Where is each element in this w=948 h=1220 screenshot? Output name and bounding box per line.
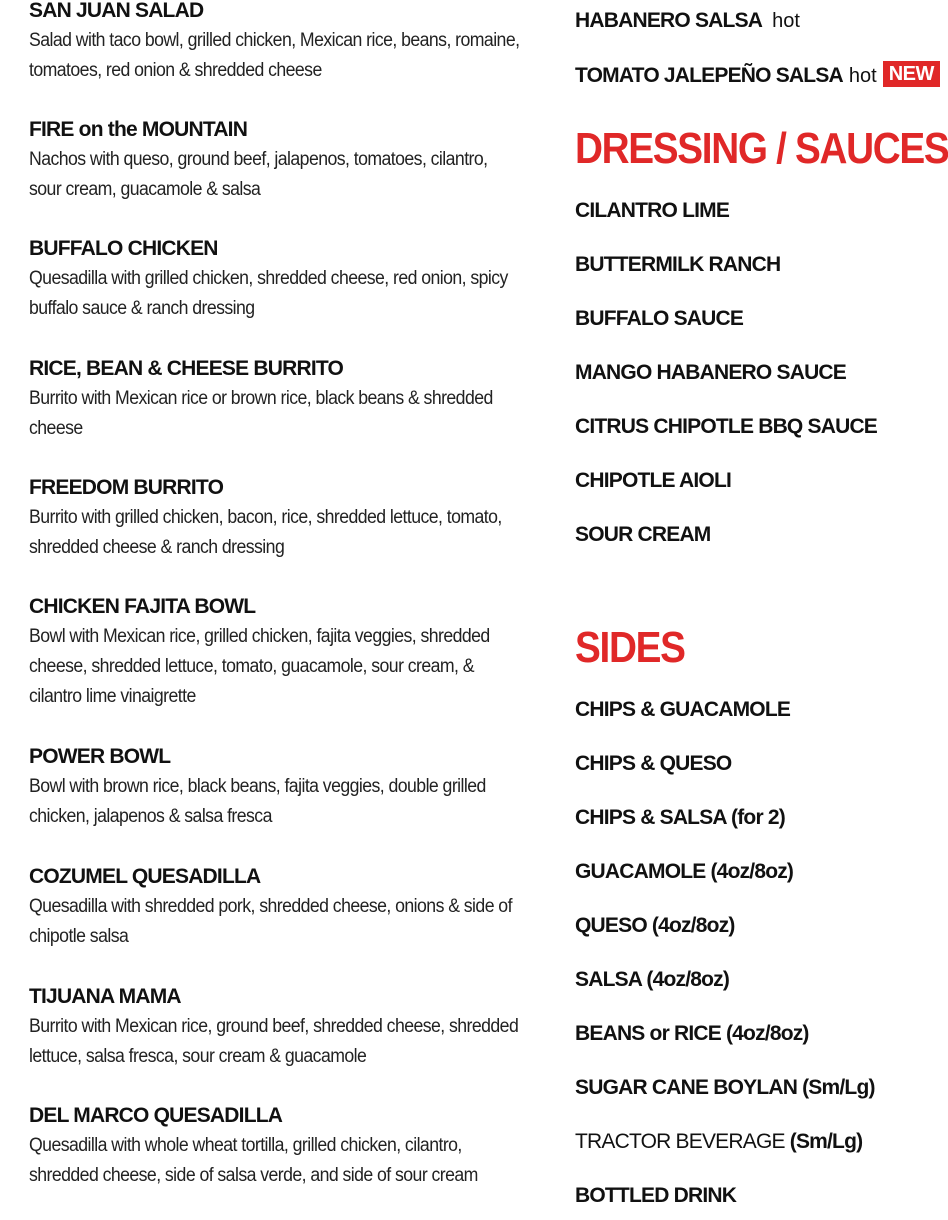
menu-item-name: FREEDOM BURRITO (29, 476, 224, 499)
salsa-name: TOMATO JALEPEÑO SALSA (575, 64, 843, 87)
menu-item-name: DEL MARCO QUESADILLA (29, 1104, 283, 1127)
menu-item-description: Quesadilla with whole wheat tortilla, grilled chicken, cilantro, shredded cheese, side of salsa verde, and side of sour cream (29, 1135, 478, 1186)
heat-level: hot (772, 10, 800, 32)
menu-item (29, 1103, 529, 1191)
salsa-item (575, 7, 800, 35)
side-item: QUESO (4oz/8oz) (575, 914, 735, 937)
side-item: BOTTLED DRINK (575, 1184, 737, 1207)
side-item: BEANS or RICE (4oz/8oz) (575, 1022, 809, 1045)
heat-level: hot (848, 65, 877, 87)
menu-item-description: Burrito with Mexican rice, ground beef, shredded cheese, shredded lettuce, salsa fresca, sour cream & guacamole (29, 1016, 519, 1067)
menu-item-name: CHICKEN FAJITA BOWL (29, 595, 256, 618)
menu-item (29, 594, 529, 712)
menu-item (29, 356, 529, 444)
menu-item-description: Burrito with grilled chicken, bacon, rice, shredded lettuce, tomato, shredded cheese & ranch dressing (29, 507, 502, 558)
dressing-item: MANGO HABANERO SAUCE (575, 361, 847, 384)
menu-item-description: Quesadilla with shredded pork, shredded cheese, onions & side of chipotle salsa (29, 896, 512, 947)
side-item: CHIPS & GUACAMOLE (575, 698, 791, 721)
menu-item-name: RICE, BEAN & CHEESE BURRITO (29, 357, 344, 380)
new-badge: NEW (883, 61, 940, 87)
menu-item-description: Burrito with Mexican rice or brown rice, black beans & shredded cheese (29, 388, 493, 439)
menu-item-name: COZUMEL QUESADILLA (29, 865, 261, 888)
menu-item-description: Salad with taco bowl, grilled chicken, Mexican rice, beans, romaine, tomatoes, red onion & shredded cheese (29, 30, 520, 81)
menu-item-name: SAN JUAN SALAD (29, 0, 204, 22)
side-item (575, 1128, 862, 1156)
menu-item (29, 0, 529, 86)
dressing-item: CITRUS CHIPOTLE BBQ SAUCE (575, 415, 878, 438)
side-item: CHIPS & QUESO (575, 752, 732, 775)
menu-item-name: TIJUANA MAMA (29, 985, 181, 1008)
side-item: SUGAR CANE BOYLAN (Sm/Lg) (575, 1076, 875, 1099)
dressing-item: BUTTERMILK RANCH (575, 253, 781, 276)
menu-item (29, 864, 529, 952)
menu-item-description: Bowl with Mexican rice, grilled chicken, fajita veggies, shredded cheese, shredded lettuce, tomato, guacamole, sour cream, & cilantro lime vinaigrette (29, 626, 490, 707)
menu-item-name: FIRE on the MOUNTAIN (29, 118, 248, 141)
menu-item-description: Bowl with brown rice, black beans, fajita veggies, double grilled chicken, jalapenos & salsa fresca (29, 776, 486, 827)
menu-item-name: BUFFALO CHICKEN (29, 237, 218, 260)
menu-item (29, 984, 529, 1072)
menu-item (29, 475, 529, 563)
menu-item-name: POWER BOWL (29, 745, 171, 768)
side-item-name: TRACTOR BEVERAGE (575, 1130, 785, 1153)
salsa-name: HABANERO SALSA (575, 9, 763, 32)
side-item: SALSA (4oz/8oz) (575, 968, 730, 991)
dressing-item: SOUR CREAM (575, 523, 711, 546)
sides-heading: SIDES (575, 623, 685, 672)
menu-item (29, 744, 529, 832)
menu-item-description: Nachos with queso, ground beef, jalapenos, tomatoes, cilantro, sour cream, guacamole & salsa (29, 149, 488, 200)
menu-item (29, 117, 529, 205)
menu-item-description: Quesadilla with grilled chicken, shredded cheese, red onion, spicy buffalo sauce & ranch dressing (29, 268, 508, 319)
menu-item (29, 236, 529, 324)
salsa-item (575, 61, 940, 90)
dressing-item: CHIPOTLE AIOLI (575, 469, 732, 492)
dressing-item: CILANTRO LIME (575, 199, 730, 222)
side-item: GUACAMOLE (4oz/8oz) (575, 860, 794, 883)
dressing-sauces-heading: DRESSING / SAUCES (575, 124, 948, 173)
side-item: CHIPS & SALSA (for 2) (575, 806, 785, 829)
dressing-item: BUFFALO SAUCE (575, 307, 744, 330)
side-item-size: (Sm/Lg) (789, 1130, 863, 1153)
